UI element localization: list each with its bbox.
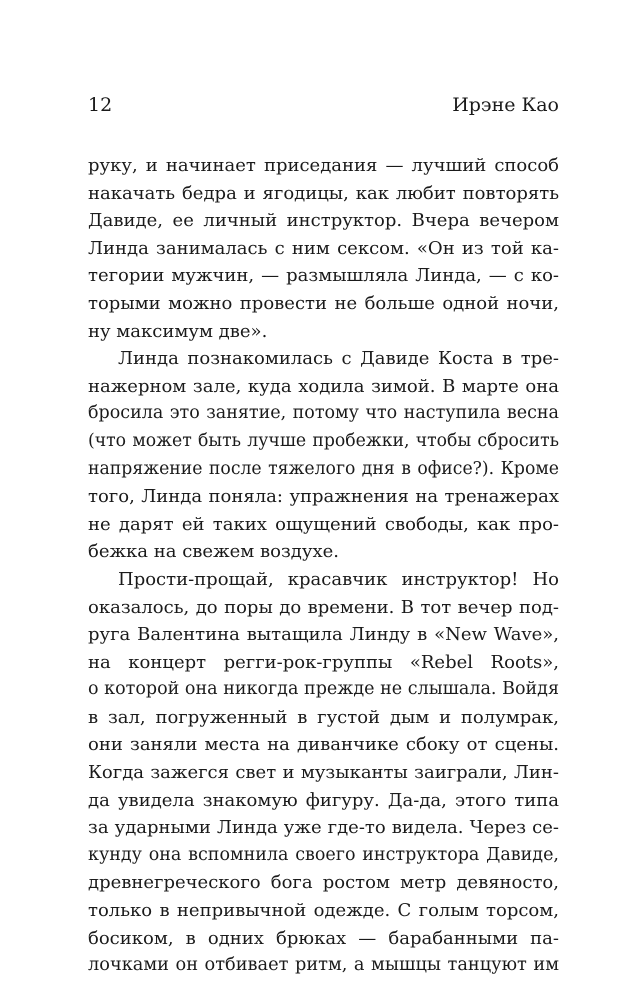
text-line: да увидела знакомую фигуру. Да-да, этого типа: [88, 789, 559, 811]
text-line: кунду она вспомнила своего инструктора Давиде,: [88, 844, 559, 865]
text-line: Линда занималась с ним сексом. «Он из той ка-: [88, 237, 559, 259]
text-line: напряжение после тяжелого дня в офисе?). Кроме: [88, 458, 559, 479]
text-line: бросила это занятие, потому что наступила весна: [88, 403, 559, 424]
text-line: Давиде, ее личный инструктор. Вчера вечером: [88, 210, 559, 232]
running-title: Ирэне Као: [452, 94, 559, 116]
text-line: на концерт регги-рок-группы «Rebel Roots»,: [88, 651, 559, 673]
text-line: торыми можно провести не больше одной ночи,: [88, 292, 559, 314]
text-line: руку, и начинает приседания — лучший способ: [88, 155, 559, 176]
text-line: в зал, погруженный в густой дым и полумрак,: [88, 706, 559, 728]
text-line: только в непривычной одежде. С голым торсом,: [88, 900, 559, 922]
page-header: [88, 92, 559, 118]
text-line: древнегреческого бога ростом метр девяносто,: [88, 872, 559, 894]
text-line: они заняли места на диванчике сбоку от сцены.: [88, 734, 559, 756]
body-text: [88, 152, 559, 980]
text-line: босиком, в одних брюках — барабанными па-: [88, 927, 559, 949]
text-line: лочками он отбивает ритм, а мышцы танцуют им: [88, 955, 559, 976]
text-line: тегории мужчин, — размышляла Линда, — с ко-: [88, 265, 559, 287]
text-line: (что может быть лучше пробежки, чтобы сбросить: [88, 430, 559, 451]
text-line: Прости-прощай, красавчик инструктор! Но: [118, 568, 559, 590]
text-line: о которой она никогда прежде не слышала. Войдя: [88, 679, 559, 700]
page-number: 12: [88, 94, 113, 116]
text-line: за ударными Линда уже где-то видела. Через се-: [88, 817, 559, 839]
text-line: бежка на свежем воздухе.: [88, 541, 339, 563]
text-line: руга Валентина вытащила Линду в «New Wave»,: [88, 624, 559, 646]
text-line: оказалось, до поры до времени. В тот вечер под-: [88, 596, 559, 618]
text-line: того, Линда поняла: упражнения на тренажерах: [88, 486, 559, 508]
text-line: ну максимум две».: [88, 320, 268, 342]
text-line: Когда зажегся свет и музыканты заиграли, Лин-: [88, 762, 559, 784]
text-line: Линда познакомилась с Давиде Коста в тре-: [118, 348, 559, 370]
text-line: нажерном зале, куда ходила зимой. В марте она: [88, 375, 559, 397]
text-line: накачать бедра и ягодицы, как любит повторять: [88, 182, 559, 204]
text-line: не дарят ей таких ощущений свободы, как про-: [88, 513, 559, 535]
